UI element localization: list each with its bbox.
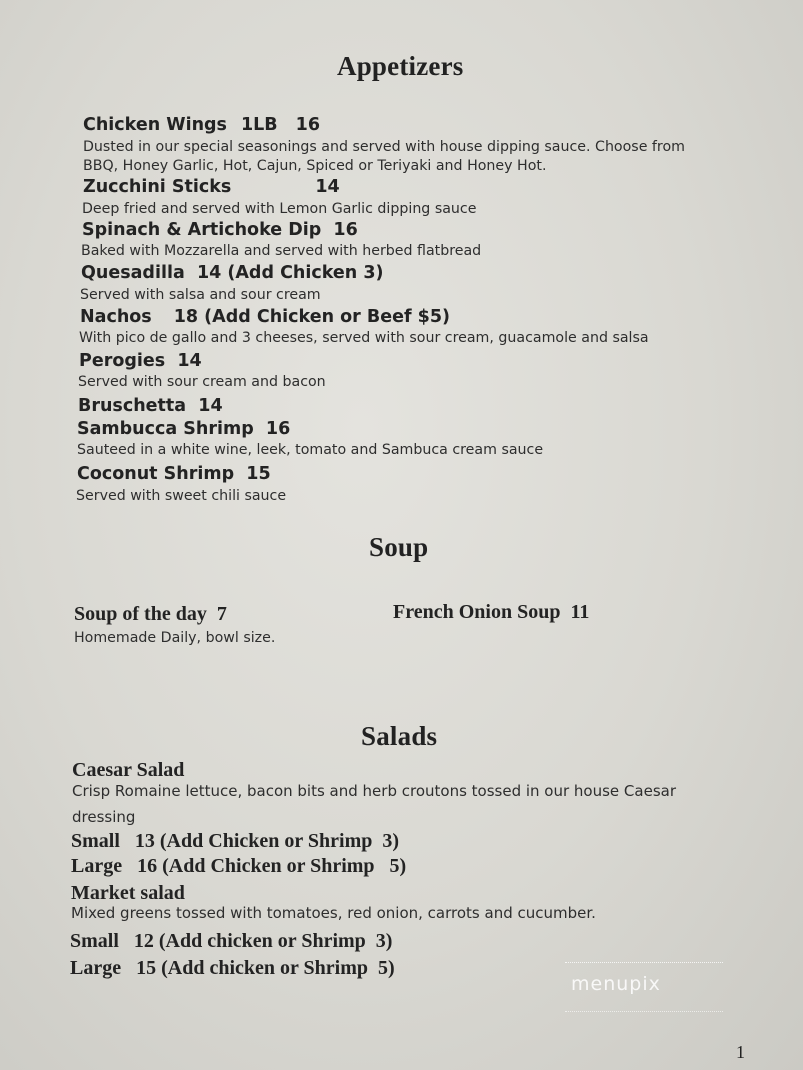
sambucca-shrimp-title: Sambucca Shrimp 16 <box>77 419 291 439</box>
chicken-wings-name: Chicken Wings <box>83 115 227 135</box>
perogies-desc: Served with sour cream and bacon <box>78 374 326 390</box>
market-salad-small: Small 12 (Add chicken or Shrimp 3) <box>70 930 393 952</box>
appetizers-heading: Appetizers <box>337 51 464 81</box>
menupix-watermark-text: menupix <box>571 973 661 995</box>
zucchini-sticks-title <box>83 177 340 197</box>
soup-of-the-day-desc: Homemade Daily, bowl size. <box>74 630 276 646</box>
quesadilla-title: Quesadilla 14 (Add Chicken 3) <box>81 263 384 283</box>
chicken-wings-price: 16 <box>295 115 320 135</box>
spinach-dip-desc: Baked with Mozzarella and served with herbed flatbread <box>81 243 482 259</box>
zucchini-sticks-desc: Deep fried and served with Lemon Garlic dipping sauce <box>82 201 477 217</box>
perogies-title: Perogies 14 <box>79 351 202 371</box>
nachos-name: Nachos <box>80 307 152 327</box>
french-onion-soup-title: French Onion Soup 11 <box>393 601 590 623</box>
chicken-wings-title <box>83 115 320 135</box>
coconut-shrimp-desc: Served with sweet chili sauce <box>76 488 287 504</box>
quesadilla-desc: Served with salsa and sour cream <box>80 287 321 303</box>
nachos-title <box>80 307 450 327</box>
soup-of-the-day-title: Soup of the day 7 <box>74 603 227 625</box>
zucchini-sticks-name: Zucchini Sticks <box>83 177 232 197</box>
salads-heading: Salads <box>361 721 438 751</box>
market-salad-large: Large 15 (Add chicken or Shrimp 5) <box>70 957 395 979</box>
chicken-wings-size: 1LB <box>240 115 278 135</box>
menupix-watermark <box>565 962 723 1012</box>
chicken-wings-desc-line2: BBQ, Honey Garlic, Hot, Cajun, Spiced or Teriyaki and Honey Hot. <box>83 158 547 174</box>
soup-heading: Soup <box>369 532 429 562</box>
caesar-salad-large: Large 16 (Add Chicken or Shrimp 5) <box>71 855 407 877</box>
nachos-desc: With pico de gallo and 3 cheeses, served with sour cream, guacamole and salsa <box>79 330 649 346</box>
market-salad-title: Market salad <box>71 882 185 904</box>
chicken-wings-desc-line1: Dusted in our special seasonings and served with house dipping sauce. Choose from <box>83 139 685 155</box>
bruschetta-title: Bruschetta 14 <box>78 396 223 416</box>
caesar-salad-title: Caesar Salad <box>72 759 185 781</box>
nachos-price: 18 (Add Chicken or Beef $5) <box>173 307 451 327</box>
page-number: 1 <box>736 1042 745 1062</box>
market-salad-desc: Mixed greens tossed with tomatoes, red onion, carrots and cucumber. <box>71 904 596 922</box>
caesar-salad-small: Small 13 (Add Chicken or Shrimp 3) <box>71 830 400 852</box>
caesar-salad-desc-line1: Crisp Romaine lettuce, bacon bits and herb croutons tossed in our house Caesar <box>72 782 676 800</box>
coconut-shrimp-title: Coconut Shrimp 15 <box>77 464 271 484</box>
sambucca-shrimp-desc: Sauteed in a white wine, leek, tomato and Sambuca cream sauce <box>77 442 544 458</box>
spinach-dip-title: Spinach & Artichoke Dip 16 <box>82 220 358 240</box>
caesar-salad-desc-line2: dressing <box>72 808 136 826</box>
zucchini-sticks-price: 14 <box>315 177 340 197</box>
